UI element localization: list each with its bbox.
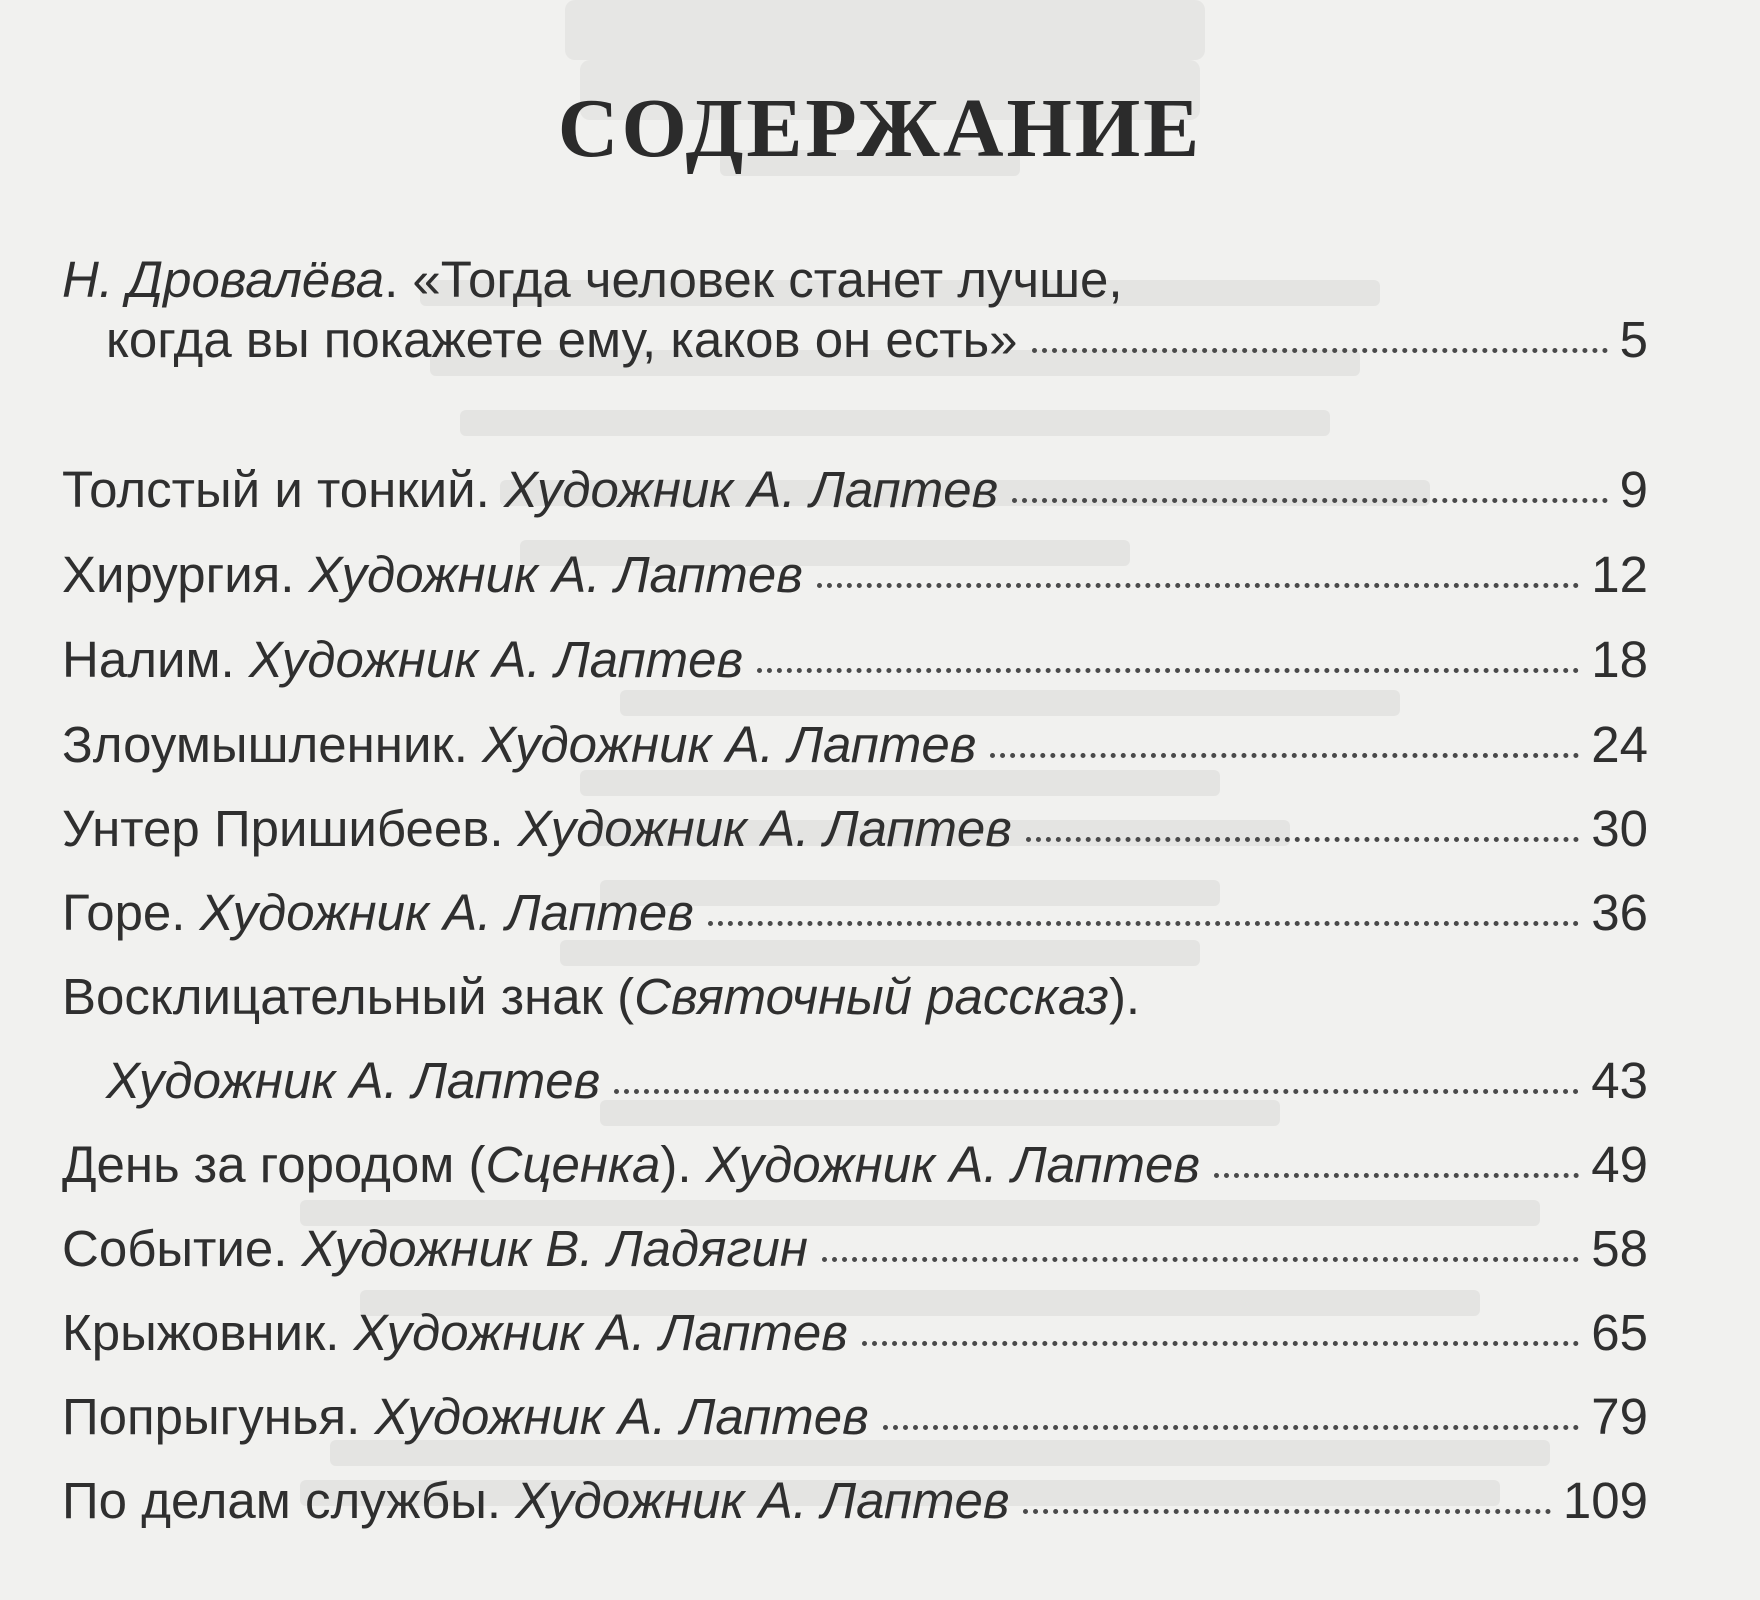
page-number: 65 [1591,1304,1648,1361]
toc-entry[interactable] [62,1382,1648,1452]
dot-leader [757,654,1579,673]
story-title: Злоумышленник. [62,716,468,773]
dot-leader [822,1243,1579,1262]
story-title: Унтер Пришибеев. [62,800,504,857]
story-title: Восклицательный знак ( [62,968,635,1025]
toc-entry[interactable] [62,455,1648,525]
page-number: 43 [1591,1052,1648,1109]
illustrator: Художник А. Лаптев [503,461,999,518]
toc-entry[interactable] [62,794,1648,864]
page-number: 109 [1562,1472,1648,1529]
story-title-end: ). [1108,968,1141,1025]
illustrator: Художник А. Лаптев [515,1472,1010,1529]
dot-leader [990,739,1579,758]
story-title: По делам службы. [62,1472,502,1529]
illustrator: Художник А. Лаптев [517,800,1012,857]
illustrator: Художник А. Лаптев [106,1052,601,1109]
page-number: 36 [1591,884,1648,941]
toc-entry[interactable] [62,878,1648,948]
illustrator: Художник А. Лаптев [353,1304,848,1361]
toc-entry[interactable] [62,1466,1648,1536]
intro-title-line2: когда вы покажете ему, каков он есть» [106,311,1018,368]
story-title: Событие. [62,1220,288,1277]
dot-leader [817,569,1579,588]
page-number: 9 [1619,461,1648,518]
illustrator: Художник А. Лаптев [308,546,803,603]
page-number: 79 [1591,1388,1648,1445]
toc-entry-exclamation[interactable] [62,1046,1648,1116]
illustrator: Художник В. Ладягин [301,1220,808,1277]
page-number: 49 [1591,1136,1648,1193]
dot-leader [708,907,1579,926]
page-number: 5 [1619,311,1648,368]
page-number: 58 [1591,1220,1648,1277]
dot-leader [1214,1159,1579,1178]
toc-entry-intro[interactable] [62,305,1648,375]
dot-leader [883,1411,1580,1430]
toc-entry-exclamation-line1 [62,962,1648,1032]
story-subtitle: Святочный рассказ [634,968,1109,1025]
dot-leader [862,1327,1579,1346]
dot-leader [1032,334,1608,353]
page-number: 18 [1591,631,1648,688]
toc-entry[interactable] [62,710,1648,780]
story-title: Горе. [62,884,186,941]
story-title: Толстый и тонкий. [62,461,490,518]
toc-entry[interactable] [62,1298,1648,1368]
dot-leader [614,1075,1579,1094]
toc-entry[interactable] [62,1130,1648,1200]
intro-author: Н. Дровалёва [62,251,385,308]
intro-title-line1: . «Тогда человек станет лучше, [384,251,1123,308]
dot-leader [1026,823,1579,842]
story-title: Налим. [62,631,235,688]
illustrator: Художник А. Лаптев [482,716,977,773]
illustrator: Художник А. Лаптев [199,884,694,941]
story-title: День за городом ( [62,1136,486,1193]
story-title: Попрыгунья. [62,1388,361,1445]
page-title: СОДЕРЖАНИЕ [557,82,1203,175]
dot-leader [1012,484,1607,503]
illustrator: Художник А. Лаптев [248,631,744,688]
toc-entry[interactable] [62,1214,1648,1284]
toc-entry[interactable] [62,625,1648,695]
page-number: 12 [1591,546,1648,603]
page-number: 30 [1591,800,1648,857]
story-title-end: ). [660,1136,692,1193]
toc-entry[interactable] [62,540,1648,610]
dot-leader [1023,1495,1550,1514]
story-title: Хирургия. [62,546,295,603]
story-subtitle: Сценка [485,1136,661,1193]
illustrator: Художник А. Лаптев [705,1136,1200,1193]
page-number: 24 [1591,716,1648,773]
story-title: Крыжовник. [62,1304,340,1361]
illustrator: Художник А. Лаптев [374,1388,869,1445]
